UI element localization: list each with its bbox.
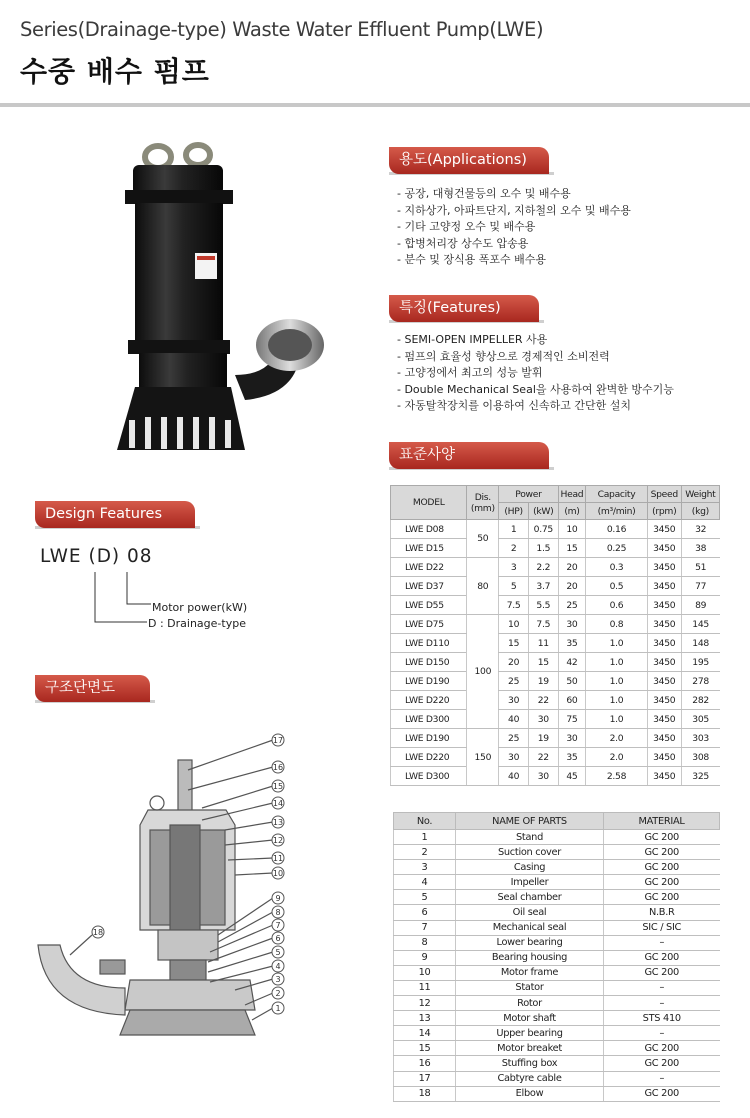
callout-label: 10	[272, 869, 284, 878]
parts-cell-no: 17	[394, 1071, 456, 1086]
spec-cell-head: 45	[558, 767, 586, 786]
app-item: - 분수 및 장식용 폭포수 배수용	[397, 253, 546, 267]
parts-cell-name: Cabtyre cable	[456, 1071, 604, 1086]
parts-cell-name: Casing	[456, 860, 604, 875]
parts-cell-no: 10	[394, 965, 456, 980]
app-item: - 지하상가, 아파트단지, 지하철의 오수 및 배수용	[397, 203, 631, 217]
spec-cell-kw: 0.75	[528, 520, 558, 539]
spec-cell-cap: 2.0	[586, 729, 648, 748]
col-weight-unit: (kg)	[681, 503, 719, 520]
parts-cell-no: 3	[394, 860, 456, 875]
parts-cell-no: 7	[394, 920, 456, 935]
spec-cell-model: LWE D220	[391, 691, 467, 710]
spec-heading: 표준사양	[389, 442, 549, 469]
spec-cell-rpm: 3450	[647, 672, 681, 691]
spec-cell-cap: 0.16	[586, 520, 648, 539]
parts-cell-name: Seal chamber	[456, 890, 604, 905]
spec-cell-kg: 38	[681, 539, 719, 558]
spec-cell-rpm: 3450	[647, 558, 681, 577]
spec-cell-hp: 3	[499, 558, 529, 577]
parts-cell-name: Lower bearing	[456, 935, 604, 950]
spec-cell-head: 15	[558, 539, 586, 558]
parts-row	[394, 1071, 720, 1086]
col-kw: (kW)	[528, 503, 558, 520]
col-speed: Speed	[647, 486, 681, 503]
motor-power-label: Motor power(kW)	[152, 601, 248, 614]
spec-cell-kg: 145	[681, 615, 719, 634]
parts-cell-mat: GC 200	[604, 1086, 720, 1101]
parts-row	[394, 1011, 720, 1026]
spec-cell-kw: 15	[528, 653, 558, 672]
spec-cell-model: LWE D220	[391, 748, 467, 767]
parts-row	[394, 845, 720, 860]
parts-row	[394, 1026, 720, 1041]
parts-cell-mat: GC 200	[604, 1041, 720, 1056]
spec-cell-kw: 30	[528, 767, 558, 786]
spec-row	[391, 615, 720, 634]
parts-cell-mat: –	[604, 996, 720, 1011]
spec-cell-dis: 100	[467, 615, 499, 729]
spec-cell-dis: 150	[467, 729, 499, 786]
spec-row	[391, 596, 720, 615]
parts-cell-name: Upper bearing	[456, 1026, 604, 1041]
spec-cell-kg: 278	[681, 672, 719, 691]
parts-cell-name: Elbow	[456, 1086, 604, 1101]
spec-cell-model: LWE D300	[391, 767, 467, 786]
spec-row	[391, 558, 720, 577]
spec-cell-head: 30	[558, 729, 586, 748]
parts-row	[394, 890, 720, 905]
spec-cell-hp: 25	[499, 672, 529, 691]
parts-cell-name: Impeller	[456, 875, 604, 890]
col-capacity-unit: (m³/min)	[586, 503, 648, 520]
spec-cell-rpm: 3450	[647, 539, 681, 558]
parts-cell-mat: –	[604, 1071, 720, 1086]
parts-cell-mat: –	[604, 1026, 720, 1041]
callout-label: 6	[275, 934, 281, 943]
parts-row	[394, 1056, 720, 1071]
spec-row	[391, 691, 720, 710]
parts-row	[394, 875, 720, 890]
spec-cell-model: LWE D55	[391, 596, 467, 615]
spec-cell-kw: 7.5	[528, 615, 558, 634]
parts-row	[394, 950, 720, 965]
col-material: MATERIAL	[604, 813, 720, 830]
spec-cell-kg: 303	[681, 729, 719, 748]
callout-label: 12	[272, 836, 284, 845]
spec-row	[391, 653, 720, 672]
spec-cell-kg: 305	[681, 710, 719, 729]
spec-cell-kw: 11	[528, 634, 558, 653]
parts-cell-name: Stand	[456, 830, 604, 845]
applications-heading: 용도(Applications)	[389, 147, 549, 174]
spec-row	[391, 539, 720, 558]
app-item: - 기타 고양정 오수 및 배수용	[397, 220, 536, 234]
spec-cell-head: 25	[558, 596, 586, 615]
col-name: NAME OF PARTS	[456, 813, 604, 830]
parts-cell-mat: GC 200	[604, 860, 720, 875]
parts-cell-no: 4	[394, 875, 456, 890]
cross-section-heading: 구조단면도	[35, 675, 150, 702]
spec-cell-model: LWE D37	[391, 577, 467, 596]
parts-cell-name: Suction cover	[456, 845, 604, 860]
spec-table	[390, 485, 720, 786]
spec-cell-cap: 0.5	[586, 577, 648, 596]
spec-cell-model: LWE D08	[391, 520, 467, 539]
spec-cell-kw: 1.5	[528, 539, 558, 558]
header-divider	[0, 103, 750, 107]
spec-cell-kg: 308	[681, 748, 719, 767]
spec-cell-kg: 148	[681, 634, 719, 653]
col-model: MODEL	[391, 486, 467, 520]
spec-cell-head: 20	[558, 577, 586, 596]
spec-cell-cap: 2.58	[586, 767, 648, 786]
parts-cell-name: Motor shaft	[456, 1011, 604, 1026]
parts-cell-no: 15	[394, 1041, 456, 1056]
col-head-unit: (m)	[558, 503, 586, 520]
spec-cell-cap: 0.3	[586, 558, 648, 577]
spec-cell-cap: 1.0	[586, 672, 648, 691]
col-capacity: Capacity	[586, 486, 648, 503]
spec-cell-model: LWE D110	[391, 634, 467, 653]
parts-cell-name: Oil seal	[456, 905, 604, 920]
callout-label: 11	[272, 854, 284, 863]
spec-row	[391, 634, 720, 653]
parts-cell-name: Rotor	[456, 996, 604, 1011]
spec-cell-cap: 0.6	[586, 596, 648, 615]
cross-section-diagram	[30, 730, 300, 1050]
spec-cell-head: 35	[558, 748, 586, 767]
spec-cell-kw: 22	[528, 748, 558, 767]
callout-label: 5	[275, 948, 281, 957]
callout-label: 17	[272, 736, 284, 745]
callout-label: 3	[275, 975, 281, 984]
parts-cell-mat: SIC / SIC	[604, 920, 720, 935]
spec-cell-hp: 30	[499, 691, 529, 710]
col-weight: Weight	[681, 486, 719, 503]
spec-cell-cap: 1.0	[586, 691, 648, 710]
parts-row	[394, 1086, 720, 1101]
parts-cell-no: 16	[394, 1056, 456, 1071]
col-power: Power	[499, 486, 558, 503]
app-item: - 공장, 대형건물등의 오수 및 배수용	[397, 187, 571, 200]
spec-cell-dis: 50	[467, 520, 499, 558]
parts-cell-mat: GC 200	[604, 1056, 720, 1071]
spec-cell-hp: 1	[499, 520, 529, 539]
spec-cell-hp: 15	[499, 634, 529, 653]
features-heading: 특징(Features)	[389, 295, 539, 322]
spec-row	[391, 748, 720, 767]
spec-cell-head: 42	[558, 653, 586, 672]
parts-cell-name: Motor breaket	[456, 1041, 604, 1056]
parts-cell-name: Bearing housing	[456, 950, 604, 965]
spec-cell-rpm: 3450	[647, 596, 681, 615]
spec-cell-kw: 19	[528, 729, 558, 748]
spec-cell-model: LWE D190	[391, 672, 467, 691]
parts-cell-no: 13	[394, 1011, 456, 1026]
parts-cell-mat: STS 410	[604, 1011, 720, 1026]
parts-cell-no: 1	[394, 830, 456, 845]
spec-cell-model: LWE D150	[391, 653, 467, 672]
spec-row	[391, 729, 720, 748]
app-item: - 합병처리장 상수도 압송용	[397, 236, 529, 250]
spec-cell-hp: 40	[499, 767, 529, 786]
spec-cell-rpm: 3450	[647, 710, 681, 729]
spec-cell-head: 30	[558, 615, 586, 634]
spec-cell-kg: 51	[681, 558, 719, 577]
spec-cell-kw: 22	[528, 691, 558, 710]
col-no: No.	[394, 813, 456, 830]
parts-cell-mat: GC 200	[604, 830, 720, 845]
callout-label: 2	[275, 989, 281, 998]
parts-cell-no: 11	[394, 980, 456, 995]
page-title: 수중 배수 펌프	[20, 55, 210, 88]
callout-label: 14	[272, 799, 284, 808]
design-features-heading: Design Features	[35, 501, 195, 528]
spec-cell-hp: 5	[499, 577, 529, 596]
parts-cell-mat: GC 200	[604, 950, 720, 965]
parts-cell-no: 9	[394, 950, 456, 965]
parts-row	[394, 996, 720, 1011]
spec-cell-cap: 0.25	[586, 539, 648, 558]
spec-cell-rpm: 3450	[647, 691, 681, 710]
col-head: Head	[558, 486, 586, 503]
spec-cell-cap: 2.0	[586, 748, 648, 767]
spec-cell-kw: 19	[528, 672, 558, 691]
spec-cell-kw: 30	[528, 710, 558, 729]
spec-row	[391, 672, 720, 691]
spec-cell-cap: 1.0	[586, 710, 648, 729]
spec-cell-hp: 40	[499, 710, 529, 729]
spec-cell-kg: 32	[681, 520, 719, 539]
parts-row	[394, 920, 720, 935]
spec-cell-hp: 2	[499, 539, 529, 558]
spec-cell-hp: 7.5	[499, 596, 529, 615]
parts-cell-mat: GC 200	[604, 875, 720, 890]
spec-cell-hp: 20	[499, 653, 529, 672]
parts-row	[394, 965, 720, 980]
parts-row	[394, 905, 720, 920]
spec-row	[391, 767, 720, 786]
spec-cell-model: LWE D22	[391, 558, 467, 577]
spec-cell-model: LWE D190	[391, 729, 467, 748]
feat-item: - Double Mechanical Seal을 사용하여 완벽한 방수기능	[397, 382, 674, 396]
col-dis: Dis. (mm)	[467, 486, 499, 520]
spec-cell-hp: 25	[499, 729, 529, 748]
spec-cell-kg: 195	[681, 653, 719, 672]
col-speed-unit: (rpm)	[647, 503, 681, 520]
parts-cell-mat: GC 200	[604, 890, 720, 905]
spec-cell-rpm: 3450	[647, 653, 681, 672]
parts-row	[394, 830, 720, 845]
callout-label: 9	[275, 894, 281, 903]
spec-cell-kg: 282	[681, 691, 719, 710]
spec-cell-kw: 3.7	[528, 577, 558, 596]
parts-row	[394, 860, 720, 875]
spec-cell-head: 35	[558, 634, 586, 653]
spec-cell-kg: 89	[681, 596, 719, 615]
spec-cell-rpm: 3450	[647, 748, 681, 767]
feat-item: - SEMI-OPEN IMPELLER 사용	[397, 333, 548, 346]
spec-cell-head: 20	[558, 558, 586, 577]
spec-cell-hp: 30	[499, 748, 529, 767]
spec-cell-rpm: 3450	[647, 767, 681, 786]
parts-cell-name: Stuffing box	[456, 1056, 604, 1071]
spec-cell-cap: 0.8	[586, 615, 648, 634]
spec-cell-kw: 2.2	[528, 558, 558, 577]
spec-cell-head: 50	[558, 672, 586, 691]
spec-cell-head: 10	[558, 520, 586, 539]
callout-label: 18	[92, 928, 104, 937]
spec-cell-rpm: 3450	[647, 615, 681, 634]
parts-cell-no: 6	[394, 905, 456, 920]
callout-label: 7	[275, 921, 281, 930]
feat-item: - 펌프의 효율성 향상으로 경제적인 소비전력	[397, 349, 610, 363]
spec-cell-kg: 325	[681, 767, 719, 786]
model-code: LWE (D) 08	[40, 546, 153, 567]
parts-cell-mat: –	[604, 980, 720, 995]
parts-cell-mat: N.B.R	[604, 905, 720, 920]
spec-cell-model: LWE D300	[391, 710, 467, 729]
spec-cell-rpm: 3450	[647, 577, 681, 596]
parts-cell-name: Motor frame	[456, 965, 604, 980]
parts-cell-no: 8	[394, 935, 456, 950]
spec-cell-head: 60	[558, 691, 586, 710]
spec-cell-rpm: 3450	[647, 520, 681, 539]
spec-cell-cap: 1.0	[586, 653, 648, 672]
feat-item: - 자동탈착장치를 이용하여 신속하고 간단한 설치	[397, 399, 631, 413]
parts-row	[394, 1041, 720, 1056]
parts-row	[394, 935, 720, 950]
spec-cell-rpm: 3450	[647, 729, 681, 748]
parts-cell-no: 5	[394, 890, 456, 905]
spec-cell-dis: 80	[467, 558, 499, 615]
spec-row	[391, 577, 720, 596]
parts-table	[393, 812, 720, 1102]
callout-label: 16	[272, 763, 284, 772]
page-subtitle: Series(Drainage-type) Waste Water Effluent Pump(LWE)	[20, 18, 544, 41]
parts-cell-mat: GC 200	[604, 845, 720, 860]
spec-cell-model: LWE D75	[391, 615, 467, 634]
parts-row	[394, 980, 720, 995]
parts-cell-no: 12	[394, 996, 456, 1011]
parts-cell-name: Stator	[456, 980, 604, 995]
spec-cell-hp: 10	[499, 615, 529, 634]
col-hp: (HP)	[499, 503, 529, 520]
applications-list	[397, 186, 631, 269]
spec-cell-head: 75	[558, 710, 586, 729]
spec-cell-cap: 1.0	[586, 634, 648, 653]
parts-cell-mat: GC 200	[604, 965, 720, 980]
parts-cell-mat: –	[604, 935, 720, 950]
spec-row	[391, 520, 720, 539]
parts-cell-no: 18	[394, 1086, 456, 1101]
drainage-type-label: D : Drainage-type	[148, 617, 246, 630]
callout-label: 13	[272, 818, 284, 827]
pump-photo	[95, 135, 335, 460]
spec-row	[391, 710, 720, 729]
spec-cell-kg: 77	[681, 577, 719, 596]
callout-label: 8	[275, 908, 281, 917]
features-list	[397, 332, 674, 415]
parts-cell-name: Mechanical seal	[456, 920, 604, 935]
spec-cell-kw: 5.5	[528, 596, 558, 615]
feat-item: - 고양정에서 최고의 성능 발휘	[397, 366, 543, 380]
spec-cell-rpm: 3450	[647, 634, 681, 653]
callout-label: 4	[275, 962, 281, 971]
callout-label: 15	[272, 782, 284, 791]
parts-cell-no: 2	[394, 845, 456, 860]
spec-cell-model: LWE D15	[391, 539, 467, 558]
parts-cell-no: 14	[394, 1026, 456, 1041]
callout-label: 1	[275, 1004, 281, 1013]
